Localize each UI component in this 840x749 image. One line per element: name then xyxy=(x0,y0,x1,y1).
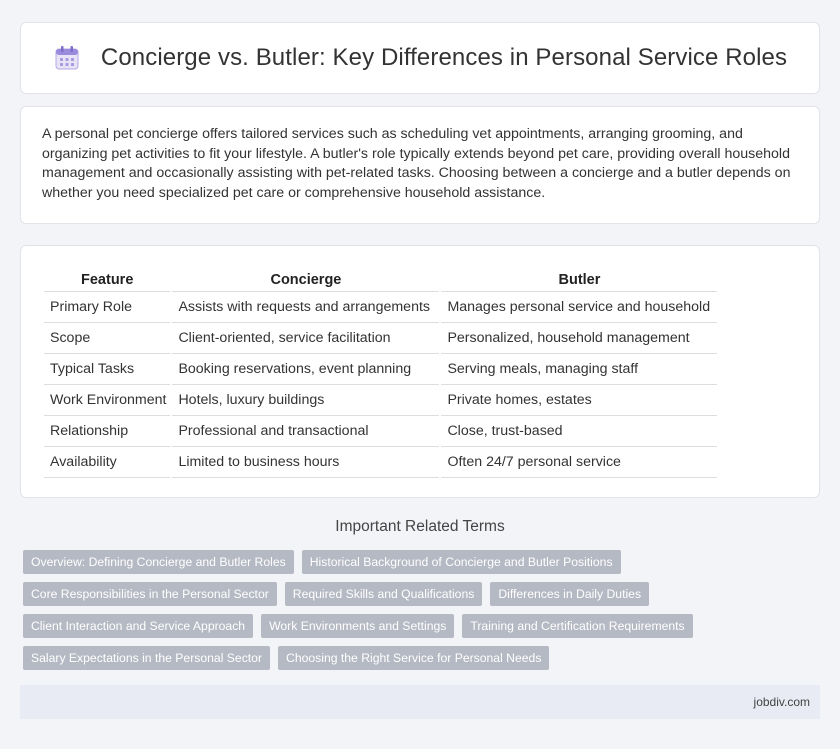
table-row xyxy=(44,385,717,416)
table-cell-butler: Serving meals, managing staff xyxy=(441,354,717,385)
table-row xyxy=(44,416,717,447)
table-cell-feature: Relationship xyxy=(44,416,170,447)
table-cell-feature: Work Environment xyxy=(44,385,170,416)
footer xyxy=(20,685,820,719)
table-cell-concierge: Limited to business hours xyxy=(172,447,439,478)
related-term-tag[interactable]: Choosing the Right Service for Personal Needs xyxy=(278,646,549,670)
comparison-table xyxy=(42,266,719,478)
table-cell-feature: Typical Tasks xyxy=(44,354,170,385)
related-terms-title: Important Related Terms xyxy=(335,518,505,535)
intro-card xyxy=(20,106,820,224)
related-term-tag[interactable]: Differences in Daily Duties xyxy=(490,582,649,606)
related-term-tag[interactable]: Required Skills and Qualifications xyxy=(285,582,483,606)
table-cell-butler: Personalized, household management xyxy=(441,323,717,354)
table-cell-feature: Availability xyxy=(44,447,170,478)
page-title: Concierge vs. Butler: Key Differences in Personal Service Roles xyxy=(100,44,788,71)
related-terms-list xyxy=(23,550,803,678)
tag-row xyxy=(23,646,803,670)
related-term-tag[interactable]: Historical Background of Concierge and Butler Positions xyxy=(302,550,621,574)
table-header-row xyxy=(44,266,717,292)
related-term-tag[interactable]: Work Environments and Settings xyxy=(261,614,454,638)
header-feature: Feature xyxy=(44,266,170,292)
tag-row xyxy=(23,550,803,574)
table-cell-concierge: Hotels, luxury buildings xyxy=(172,385,439,416)
table-cell-feature: Scope xyxy=(44,323,170,354)
table-cell-feature: Primary Role xyxy=(44,292,170,323)
table-row xyxy=(44,354,717,385)
table-cell-concierge: Booking reservations, event planning xyxy=(172,354,439,385)
table-cell-butler: Close, trust-based xyxy=(441,416,717,447)
calendar-icon xyxy=(53,44,81,72)
table-cell-butler: Often 24/7 personal service xyxy=(441,447,717,478)
related-term-tag[interactable]: Overview: Defining Concierge and Butler Roles xyxy=(23,550,294,574)
footer-site-link[interactable]: jobdiv.com xyxy=(753,695,810,709)
tag-row xyxy=(23,582,803,606)
title-wrap xyxy=(53,44,787,72)
table-cell-concierge: Client-oriented, service facilitation xyxy=(172,323,439,354)
related-term-tag[interactable]: Training and Certification Requirements xyxy=(462,614,692,638)
table-row xyxy=(44,292,717,323)
header-concierge: Concierge xyxy=(172,266,439,292)
intro-paragraph: A personal pet concierge offers tailored services such as scheduling vet appointments, arranging grooming, and organizing pet activities to fit your lifestyle. A butler's role typically extends beyond pet care, providing overall household management and occasionally assisting with pet-related tasks. Choosing between a concierge and a butler depends on whether you need specialized pet care or comprehensive household assistance. xyxy=(42,126,791,201)
header-butler: Butler xyxy=(441,266,717,292)
table-cell-butler: Manages personal service and household xyxy=(441,292,717,323)
comparison-card xyxy=(20,245,820,498)
table-cell-concierge: Assists with requests and arrangements xyxy=(172,292,439,323)
tag-row xyxy=(23,614,803,638)
related-term-tag[interactable]: Core Responsibilities in the Personal Sector xyxy=(23,582,277,606)
table-cell-concierge: Professional and transactional xyxy=(172,416,439,447)
related-term-tag[interactable]: Salary Expectations in the Personal Sector xyxy=(23,646,270,670)
header-card xyxy=(20,22,820,94)
table-row xyxy=(44,323,717,354)
table-cell-butler: Private homes, estates xyxy=(441,385,717,416)
related-term-tag[interactable]: Client Interaction and Service Approach xyxy=(23,614,253,638)
table-row xyxy=(44,447,717,478)
